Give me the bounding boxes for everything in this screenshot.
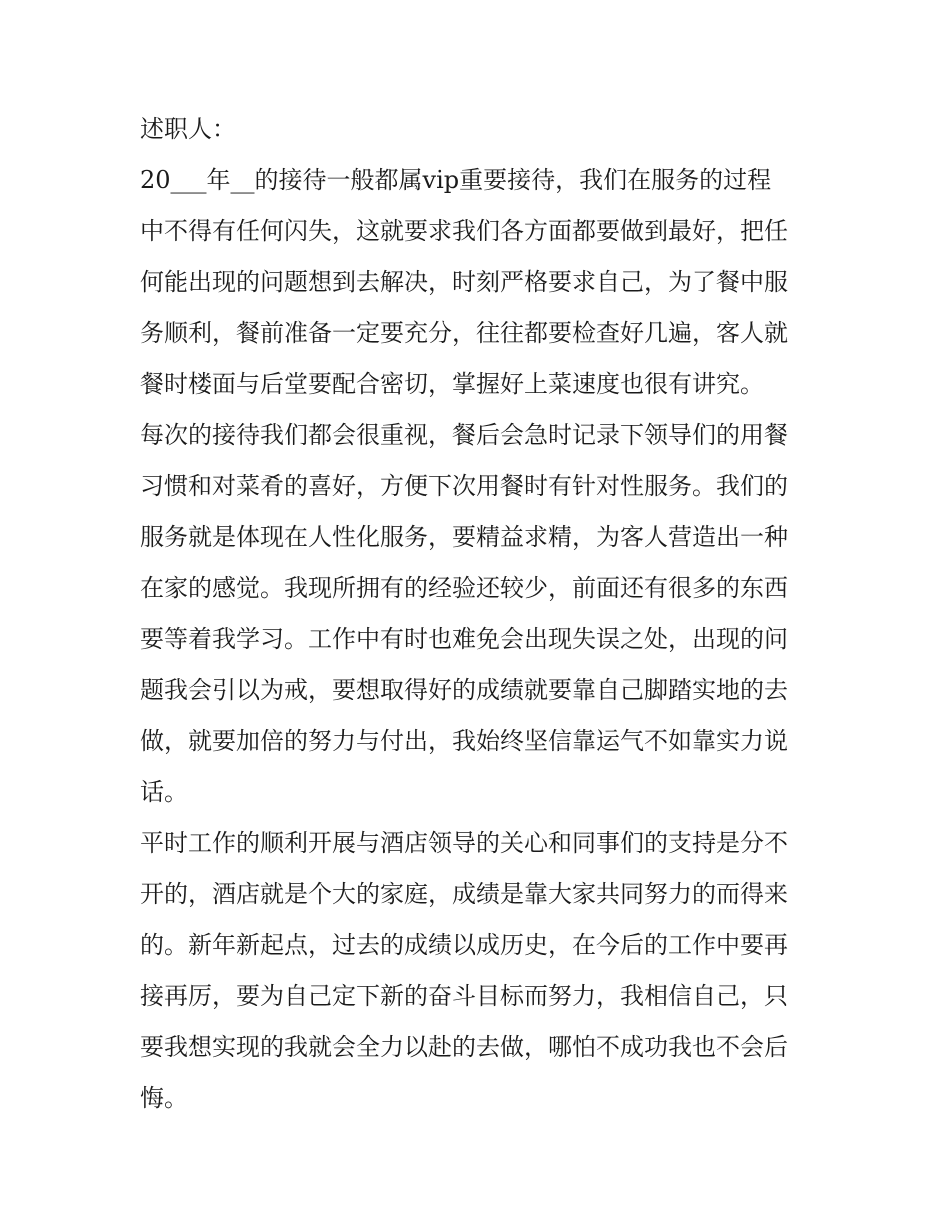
text-line: 的。新年新起点，过去的成绩以成历史，在今后的工作中要再 — [140, 931, 788, 959]
text-line: 中不得有任何闪失，这就要求我们各方面都要做到最好，把任 — [140, 217, 788, 245]
reporter-label: 述职人： — [140, 115, 236, 143]
text-line: 题我会引以为戒，要想取得好的成绩就要靠自己脚踏实地的去 — [140, 676, 788, 704]
text-line: 开的，酒店就是个大的家庭，成绩是靠大家共同努力的而得来 — [140, 880, 788, 908]
text-line: 做，就要加倍的努力与付出，我始终坚信靠运气不如靠实力说 — [140, 727, 788, 755]
text-line: 要我想实现的我就会全力以赴的去做，哪怕不成功我也不会后 — [140, 1033, 788, 1061]
text-line: 何能出现的问题想到去解决，时刻严格要求自己，为了餐中服 — [140, 268, 788, 296]
text-line: 每次的接待我们都会很重视，餐后会急时记录下领导们的用餐 — [140, 421, 788, 449]
text-line: 20___年__的接待一般都属vip重要接待，我们在服务的过程 — [140, 166, 772, 194]
text-line: 话。 — [140, 778, 188, 806]
text-line: 平时工作的顺利开展与酒店领导的关心和同事们的支持是分不 — [140, 829, 788, 857]
text-line: 在家的感觉。我现所拥有的经验还较少，前面还有很多的东西 — [140, 574, 788, 602]
text-line: 悔。 — [140, 1084, 188, 1112]
text-line: 习惯和对菜肴的喜好，方便下次用餐时有针对性服务。我们的 — [140, 472, 788, 500]
text-line: 要等着我学习。工作中有时也难免会出现失误之处，出现的问 — [140, 625, 788, 653]
text-line: 服务就是体现在人性化服务，要精益求精，为客人营造出一种 — [140, 523, 788, 551]
text-line: 务顺利，餐前准备一定要充分，往往都要检查好几遍，客人就 — [140, 319, 788, 347]
text-line: 餐时楼面与后堂要配合密切，掌握好上菜速度也很有讲究。 — [140, 370, 764, 398]
document-body — [140, 104, 820, 1124]
text-line: 接再厉，要为自己定下新的奋斗目标而努力，我相信自己，只 — [140, 982, 788, 1010]
